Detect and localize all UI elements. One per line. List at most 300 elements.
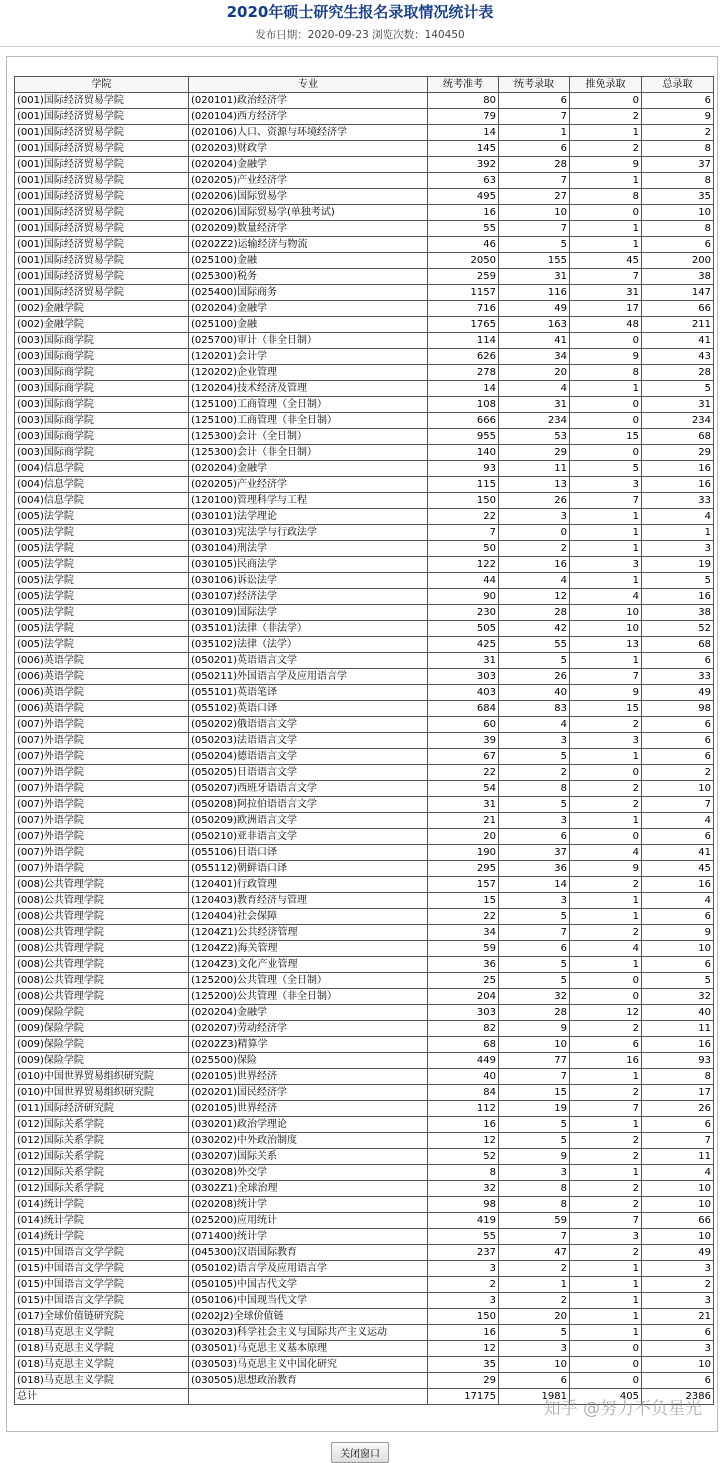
total-cell: 16 [642, 461, 714, 477]
exam-admitted-cell: 28 [499, 157, 570, 173]
header-major: 专业 [189, 77, 428, 93]
exam-applicants-cell: 82 [428, 1021, 499, 1037]
exam-admitted-cell: 9 [499, 1149, 570, 1165]
exam-applicants-cell: 25 [428, 973, 499, 989]
table-row [15, 1021, 714, 1037]
major-cell: (035101)法律（非法学） [189, 621, 428, 637]
major-cell: (030208)外交学 [189, 1165, 428, 1181]
exam-admitted-cell: 10 [499, 1037, 570, 1053]
total-cell: 40 [642, 1005, 714, 1021]
college-cell: (001)国际经济贸易学院 [15, 93, 189, 109]
exam-applicants-cell: 3 [428, 1293, 499, 1309]
major-cell: (125200)公共管理（全日制） [189, 973, 428, 989]
exam-applicants-cell: 150 [428, 1309, 499, 1325]
major-cell: (120202)企业管理 [189, 365, 428, 381]
exam-applicants-cell: 190 [428, 845, 499, 861]
college-cell: (008)公共管理学院 [15, 893, 189, 909]
exam-applicants-cell: 495 [428, 189, 499, 205]
total-cell: 200 [642, 253, 714, 269]
exam-admitted-cell: 14 [499, 877, 570, 893]
total-cell: 17 [642, 1085, 714, 1101]
college-cell: (001)国际经济贸易学院 [15, 221, 189, 237]
major-cell: (025400)国际商务 [189, 285, 428, 301]
total-cell: 9 [642, 925, 714, 941]
major-cell: (030107)经济法学 [189, 589, 428, 605]
college-cell: (005)法学院 [15, 605, 189, 621]
exam-admitted-cell: 5 [499, 973, 570, 989]
total-cell: 5 [642, 573, 714, 589]
recommended-cell: 2 [570, 925, 642, 941]
total-cell: 66 [642, 301, 714, 317]
total-cell: 19 [642, 557, 714, 573]
total-cell: 7 [642, 1133, 714, 1149]
major-cell: (020206)国际贸易学(单独考试) [189, 205, 428, 221]
exam-applicants-cell: 50 [428, 541, 499, 557]
recommended-cell: 4 [570, 941, 642, 957]
major-cell: (050106)中国现当代文学 [189, 1293, 428, 1309]
college-cell: (008)公共管理学院 [15, 941, 189, 957]
total-cell: 28 [642, 365, 714, 381]
table-row [15, 1053, 714, 1069]
total-cell: 98 [642, 701, 714, 717]
exam-applicants-cell: 150 [428, 493, 499, 509]
table-row [15, 445, 714, 461]
college-cell: (001)国际经济贸易学院 [15, 157, 189, 173]
college-cell: (004)信息学院 [15, 493, 189, 509]
exam-applicants-cell: 237 [428, 1245, 499, 1261]
recommended-cell: 7 [570, 1101, 642, 1117]
college-cell: (014)统计学院 [15, 1197, 189, 1213]
total-cell: 234 [642, 413, 714, 429]
college-cell: (003)国际商学院 [15, 397, 189, 413]
exam-applicants-cell: 14 [428, 381, 499, 397]
recommended-cell: 8 [570, 365, 642, 381]
table-row [15, 173, 714, 189]
recommended-cell: 2 [570, 141, 642, 157]
recommended-cell: 0 [570, 93, 642, 109]
table-row [15, 477, 714, 493]
exam-admitted-cell: 3 [499, 813, 570, 829]
exam-admitted-cell: 3 [499, 733, 570, 749]
major-cell: (030101)法学理论 [189, 509, 428, 525]
college-cell: (001)国际经济贸易学院 [15, 125, 189, 141]
table-row [15, 861, 714, 877]
total-cell: 10 [642, 781, 714, 797]
exam-applicants-cell: 31 [428, 653, 499, 669]
major-cell: (120204)技术经济及管理 [189, 381, 428, 397]
recommended-cell: 9 [570, 685, 642, 701]
college-cell: (005)法学院 [15, 637, 189, 653]
exam-admitted-cell: 20 [499, 1309, 570, 1325]
exam-applicants-cell: 278 [428, 365, 499, 381]
major-cell: (050207)西班牙语语言文学 [189, 781, 428, 797]
exam-applicants-cell: 16 [428, 1117, 499, 1133]
exam-admitted-cell: 2 [499, 541, 570, 557]
exam-admitted-cell: 31 [499, 269, 570, 285]
recommended-cell: 3 [570, 733, 642, 749]
exam-applicants-cell: 403 [428, 685, 499, 701]
major-cell: (125100)工商管理（非全日制） [189, 413, 428, 429]
total-cell: 16 [642, 477, 714, 493]
recommended-cell: 9 [570, 861, 642, 877]
table-row [15, 781, 714, 797]
recommended-cell: 5 [570, 461, 642, 477]
college-cell: (008)公共管理学院 [15, 877, 189, 893]
exam-applicants-cell: 3 [428, 1261, 499, 1277]
recommended-cell: 1 [570, 813, 642, 829]
major-cell: (1204Z2)海关管理 [189, 941, 428, 957]
major-cell: (120401)行政管理 [189, 877, 428, 893]
exam-admitted-cell: 20 [499, 365, 570, 381]
table-row [15, 1277, 714, 1293]
exam-applicants-cell: 303 [428, 1005, 499, 1021]
table-row [15, 509, 714, 525]
total-cell: 1 [642, 525, 714, 541]
exam-admitted-cell: 155 [499, 253, 570, 269]
major-cell: (020106)人口、资源与环境经济学 [189, 125, 428, 141]
recommended-cell: 1 [570, 1293, 642, 1309]
exam-admitted-cell: 1 [499, 125, 570, 141]
major-cell: (020104)西方经济学 [189, 109, 428, 125]
exam-applicants-cell: 15 [428, 893, 499, 909]
exam-admitted-cell: 13 [499, 477, 570, 493]
recommended-cell: 15 [570, 701, 642, 717]
college-cell: (004)信息学院 [15, 461, 189, 477]
major-cell: (050204)德语语言文学 [189, 749, 428, 765]
total-cell: 2 [642, 765, 714, 781]
exam-applicants-cell: 7 [428, 525, 499, 541]
college-cell: (005)法学院 [15, 541, 189, 557]
table-row [15, 1261, 714, 1277]
total-cell: 6 [642, 909, 714, 925]
major-cell: (030105)民商法学 [189, 557, 428, 573]
table-row [15, 1181, 714, 1197]
recommended-cell: 3 [570, 477, 642, 493]
total-cell: 8 [642, 221, 714, 237]
table-row [15, 1309, 714, 1325]
exam-admitted-cell: 36 [499, 861, 570, 877]
table-row [15, 237, 714, 253]
publish-info: 发布日期：2020-09-23 浏览次数：140450 [0, 24, 720, 47]
college-cell: (008)公共管理学院 [15, 909, 189, 925]
total-cell: 2 [642, 1277, 714, 1293]
college-cell: (003)国际商学院 [15, 381, 189, 397]
college-cell: (015)中国语言文学学院 [15, 1261, 189, 1277]
exam-applicants-cell: 29 [428, 1373, 499, 1389]
exam-applicants-cell: 114 [428, 333, 499, 349]
recommended-cell: 9 [570, 157, 642, 173]
table-row [15, 349, 714, 365]
recommended-cell: 1 [570, 173, 642, 189]
total-cell: 6 [642, 829, 714, 845]
exam-admitted-cell: 2 [499, 1261, 570, 1277]
exam-applicants-cell: 32 [428, 1181, 499, 1197]
recommended-cell: 2 [570, 1149, 642, 1165]
total-cell: 49 [642, 1245, 714, 1261]
total-cell: 3 [642, 541, 714, 557]
total-cell: 4 [642, 1165, 714, 1181]
table-row [15, 381, 714, 397]
table-row [15, 221, 714, 237]
college-cell: (006)英语学院 [15, 685, 189, 701]
college-cell: (003)国际商学院 [15, 413, 189, 429]
table-row [15, 717, 714, 733]
exam-applicants-cell: 93 [428, 461, 499, 477]
college-cell: (007)外语学院 [15, 797, 189, 813]
college-cell: (018)马克思主义学院 [15, 1341, 189, 1357]
total-cell: 6 [642, 733, 714, 749]
recommended-cell: 0 [570, 989, 642, 1005]
table-row [15, 493, 714, 509]
exam-admitted-cell: 2 [499, 765, 570, 781]
college-cell: (006)英语学院 [15, 669, 189, 685]
table-row [15, 589, 714, 605]
exam-applicants-cell: 39 [428, 733, 499, 749]
college-cell: (007)外语学院 [15, 861, 189, 877]
exam-applicants-cell: 12 [428, 1133, 499, 1149]
college-cell: (007)外语学院 [15, 749, 189, 765]
recommended-cell: 0 [570, 333, 642, 349]
total-cell: 35 [642, 189, 714, 205]
recommended-cell: 0 [570, 1341, 642, 1357]
exam-admitted-cell: 11 [499, 461, 570, 477]
total-cell: 33 [642, 493, 714, 509]
exam-applicants-cell: 204 [428, 989, 499, 1005]
college-cell: (001)国际经济贸易学院 [15, 253, 189, 269]
total-cell: 11 [642, 1021, 714, 1037]
college-cell: (002)金融学院 [15, 301, 189, 317]
exam-admitted-cell: 8 [499, 1181, 570, 1197]
recommended-cell: 31 [570, 285, 642, 301]
recommended-cell: 0 [570, 1357, 642, 1373]
table-row [15, 989, 714, 1005]
table-row [15, 1229, 714, 1245]
exam-admitted-cell: 26 [499, 669, 570, 685]
total-cell: 32 [642, 989, 714, 1005]
major-cell: (020208)统计学 [189, 1197, 428, 1213]
total-cell: 93 [642, 1053, 714, 1069]
close-window-button[interactable]: 关闭窗口 [331, 1442, 389, 1463]
exam-applicants-cell: 716 [428, 301, 499, 317]
total-cell: 68 [642, 637, 714, 653]
recommended-cell: 2 [570, 1021, 642, 1037]
recommended-cell: 4 [570, 589, 642, 605]
college-cell: (003)国际商学院 [15, 429, 189, 445]
exam-admitted-cell: 49 [499, 301, 570, 317]
recommended-cell: 10 [570, 621, 642, 637]
total-cell: 16 [642, 877, 714, 893]
exam-applicants-cell: 84 [428, 1085, 499, 1101]
major-cell: (120100)管理科学与工程 [189, 493, 428, 509]
exam-applicants-cell: 63 [428, 173, 499, 189]
total-cell: 10 [642, 1357, 714, 1373]
recommended-cell: 7 [570, 669, 642, 685]
table-row [15, 141, 714, 157]
college-cell: (005)法学院 [15, 621, 189, 637]
total-cell: 7 [642, 797, 714, 813]
recommended-cell: 2 [570, 877, 642, 893]
recommended-cell: 0 [570, 829, 642, 845]
major-cell: (050203)法语语言文学 [189, 733, 428, 749]
exam-applicants-cell: 22 [428, 765, 499, 781]
table-row [15, 893, 714, 909]
exam-applicants-cell: 35 [428, 1357, 499, 1373]
table-row [15, 365, 714, 381]
exam-admitted-cell: 3 [499, 893, 570, 909]
recommended-cell: 1 [570, 541, 642, 557]
college-cell: (014)统计学院 [15, 1213, 189, 1229]
exam-admitted-cell: 9 [499, 1021, 570, 1037]
recommended-cell: 1 [570, 1165, 642, 1181]
recommended-cell: 1 [570, 1277, 642, 1293]
total-cell: 8 [642, 173, 714, 189]
exam-admitted-cell: 12 [499, 589, 570, 605]
exam-admitted-cell: 116 [499, 285, 570, 301]
major-cell: (030104)刑法学 [189, 541, 428, 557]
table-row [15, 973, 714, 989]
major-cell: (120201)会计学 [189, 349, 428, 365]
recommended-cell: 1 [570, 957, 642, 973]
college-cell: (015)中国语言文学学院 [15, 1245, 189, 1261]
college-cell: (009)保险学院 [15, 1005, 189, 1021]
recommended-cell: 405 [570, 1389, 642, 1405]
exam-applicants-cell: 20 [428, 829, 499, 845]
total-cell: 41 [642, 333, 714, 349]
table-row [15, 205, 714, 221]
college-cell: (004)信息学院 [15, 477, 189, 493]
exam-applicants-cell: 98 [428, 1197, 499, 1213]
recommended-cell: 7 [570, 1213, 642, 1229]
recommended-cell: 1 [570, 893, 642, 909]
exam-applicants-cell: 684 [428, 701, 499, 717]
exam-applicants-cell: 295 [428, 861, 499, 877]
recommended-cell: 1 [570, 125, 642, 141]
major-cell: (050205)日语语言文学 [189, 765, 428, 781]
exam-applicants-cell: 1157 [428, 285, 499, 301]
major-cell: (050102)语言学及应用语言学 [189, 1261, 428, 1277]
table-row [15, 125, 714, 141]
college-cell: (008)公共管理学院 [15, 973, 189, 989]
table-row [15, 797, 714, 813]
table-row [15, 1357, 714, 1373]
recommended-cell: 16 [570, 1053, 642, 1069]
college-cell: (005)法学院 [15, 557, 189, 573]
total-cell: 6 [642, 1325, 714, 1341]
college-cell: (007)外语学院 [15, 845, 189, 861]
total-cell: 6 [642, 749, 714, 765]
exam-admitted-cell: 163 [499, 317, 570, 333]
exam-admitted-cell: 4 [499, 573, 570, 589]
recommended-cell: 2 [570, 109, 642, 125]
exam-applicants-cell: 122 [428, 557, 499, 573]
recommended-cell: 1 [570, 509, 642, 525]
exam-admitted-cell: 40 [499, 685, 570, 701]
college-cell: (007)外语学院 [15, 781, 189, 797]
total-cell: 16 [642, 1037, 714, 1053]
total-cell: 68 [642, 429, 714, 445]
recommended-cell: 1 [570, 221, 642, 237]
total-cell: 10 [642, 205, 714, 221]
recommended-cell: 17 [570, 301, 642, 317]
recommended-cell: 2 [570, 1245, 642, 1261]
major-cell: (125300)会计（全日制） [189, 429, 428, 445]
table-row [15, 541, 714, 557]
exam-applicants-cell: 22 [428, 509, 499, 525]
exam-applicants-cell: 68 [428, 1037, 499, 1053]
exam-admitted-cell: 59 [499, 1213, 570, 1229]
major-cell: (030503)马克思主义中国化研究 [189, 1357, 428, 1373]
exam-applicants-cell: 955 [428, 429, 499, 445]
major-cell: (035102)法律（法学） [189, 637, 428, 653]
college-cell: (001)国际经济贸易学院 [15, 285, 189, 301]
exam-applicants-cell: 12 [428, 1341, 499, 1357]
exam-applicants-cell: 36 [428, 957, 499, 973]
exam-admitted-cell: 6 [499, 829, 570, 845]
major-cell: (020205)产业经济学 [189, 173, 428, 189]
recommended-cell: 10 [570, 605, 642, 621]
major-cell: (030201)政治学理论 [189, 1117, 428, 1133]
table-row [15, 749, 714, 765]
exam-admitted-cell: 5 [499, 237, 570, 253]
recommended-cell: 0 [570, 765, 642, 781]
exam-admitted-cell: 7 [499, 1229, 570, 1245]
total-cell: 52 [642, 621, 714, 637]
exam-admitted-cell: 6 [499, 93, 570, 109]
major-cell: (030505)思想政治教育 [189, 1373, 428, 1389]
exam-admitted-cell: 53 [499, 429, 570, 445]
recommended-cell: 1 [570, 1117, 642, 1133]
total-cell: 4 [642, 813, 714, 829]
college-cell: (011)国际经济研究院 [15, 1101, 189, 1117]
college-cell: (006)英语学院 [15, 653, 189, 669]
exam-applicants-cell: 157 [428, 877, 499, 893]
total-cell: 33 [642, 669, 714, 685]
exam-applicants-cell: 112 [428, 1101, 499, 1117]
total-cell: 4 [642, 509, 714, 525]
total-cell: 37 [642, 157, 714, 173]
recommended-cell: 45 [570, 253, 642, 269]
exam-applicants-cell: 54 [428, 781, 499, 797]
college-cell: (006)英语学院 [15, 701, 189, 717]
total-cell: 10 [642, 1197, 714, 1213]
recommended-cell: 12 [570, 1005, 642, 1021]
major-cell: (0202Z2)运输经济与物流 [189, 237, 428, 253]
exam-applicants-cell: 59 [428, 941, 499, 957]
table-row [15, 621, 714, 637]
exam-admitted-cell: 6 [499, 141, 570, 157]
table-row [15, 93, 714, 109]
college-cell: (008)公共管理学院 [15, 957, 189, 973]
major-cell: (025200)应用统计 [189, 1213, 428, 1229]
watermark: 知乎 @努力不负星光 [543, 1399, 702, 1419]
major-cell: (020204)金融学 [189, 461, 428, 477]
exam-admitted-cell: 8 [499, 781, 570, 797]
exam-applicants-cell: 8 [428, 1165, 499, 1181]
table-row [15, 1245, 714, 1261]
recommended-cell: 4 [570, 845, 642, 861]
exam-applicants-cell: 34 [428, 925, 499, 941]
major-cell: (025100)金融 [189, 317, 428, 333]
exam-admitted-cell: 7 [499, 1069, 570, 1085]
table-row [15, 285, 714, 301]
exam-admitted-cell: 3 [499, 1165, 570, 1181]
exam-admitted-cell: 0 [499, 525, 570, 541]
exam-applicants-cell: 46 [428, 237, 499, 253]
college-cell: (003)国际商学院 [15, 349, 189, 365]
major-cell: (050202)俄语语言文学 [189, 717, 428, 733]
exam-applicants-cell: 16 [428, 1325, 499, 1341]
table-row [15, 685, 714, 701]
